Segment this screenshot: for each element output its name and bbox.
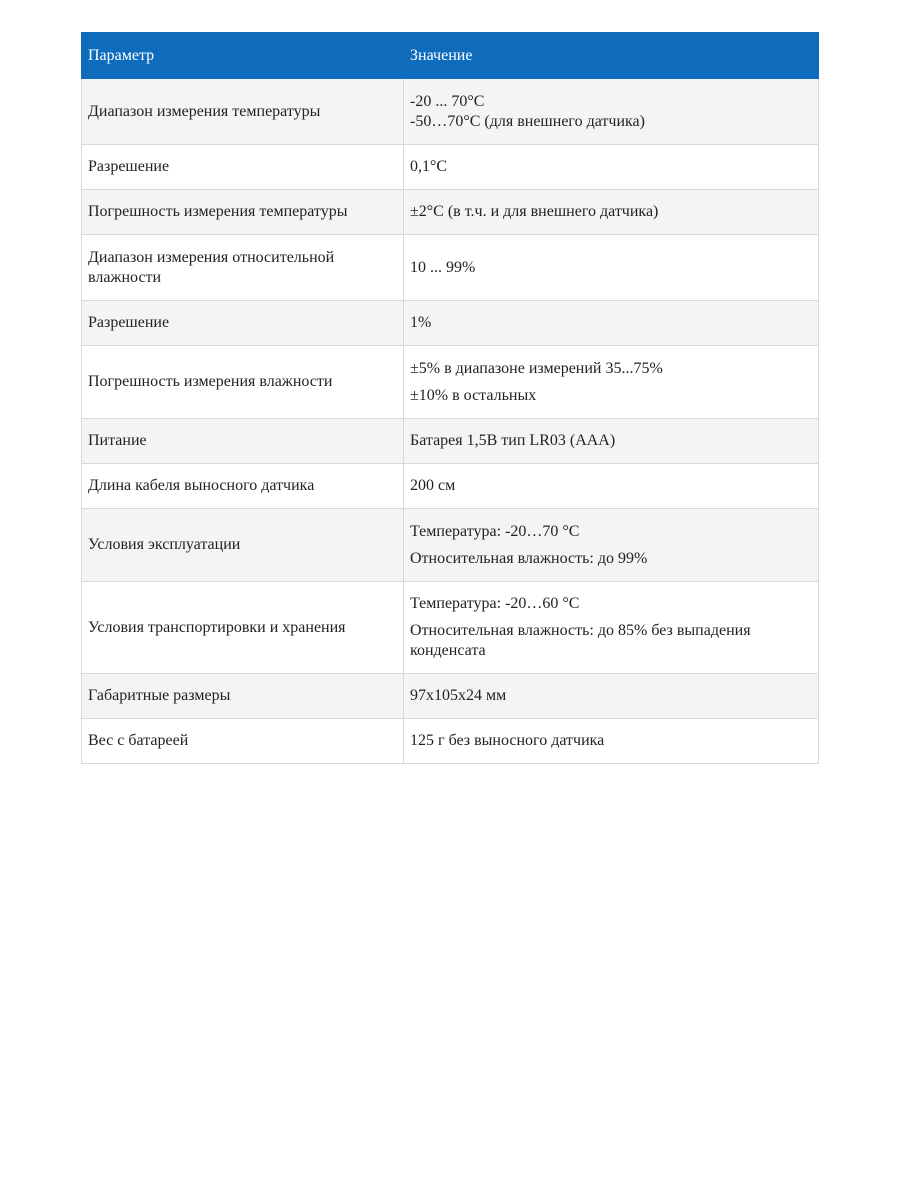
row-value: 10 ... 99% — [404, 235, 819, 301]
table-row — [82, 79, 819, 145]
table-row — [82, 419, 819, 464]
table-row — [82, 719, 819, 764]
row-value — [404, 346, 819, 419]
row-param: Вес с батареей — [82, 719, 404, 764]
row-param: Диапазон измерения относительной влажности — [82, 235, 404, 301]
row-value — [404, 79, 819, 145]
header-value: Значение — [404, 33, 819, 79]
row-param: Габаритные размеры — [82, 674, 404, 719]
value-line: -20 ... 70°C — [410, 92, 485, 110]
specifications-table — [81, 32, 819, 764]
table-row — [82, 674, 819, 719]
row-value: 0,1°C — [404, 145, 819, 190]
row-param: Длина кабеля выносного датчика — [82, 464, 404, 509]
row-value — [404, 582, 819, 674]
table-row — [82, 582, 819, 674]
value-line: ±10% в остальных — [410, 386, 537, 404]
row-param: Диапазон измерения температуры — [82, 79, 404, 145]
row-value: ±2°C (в т.ч. и для внешнего датчика) — [404, 190, 819, 235]
row-param: Разрешение — [82, 145, 404, 190]
row-value: 200 см — [404, 464, 819, 509]
row-value: 125 г без выносного датчика — [404, 719, 819, 764]
row-param: Питание — [82, 419, 404, 464]
table-row — [82, 301, 819, 346]
table-row — [82, 464, 819, 509]
value-line: Относительная влажность: до 85% без выпадения конденсата — [410, 622, 751, 659]
value-line: Температура: -20…70 °С — [410, 522, 580, 540]
table-row — [82, 509, 819, 582]
row-param: Погрешность измерения влажности — [82, 346, 404, 419]
value-line: -50…70°C (для внешнего датчика) — [410, 112, 645, 130]
header-param: Параметр — [82, 33, 404, 79]
row-value: Батарея 1,5В тип LR03 (ААА) — [404, 419, 819, 464]
row-param: Погрешность измерения температуры — [82, 190, 404, 235]
table-row — [82, 235, 819, 301]
row-value: 97х105х24 мм — [404, 674, 819, 719]
row-param: Разрешение — [82, 301, 404, 346]
table-row — [82, 346, 819, 419]
table-row — [82, 145, 819, 190]
value-line: Относительная влажность: до 99% — [410, 549, 648, 567]
table-row — [82, 190, 819, 235]
value-line: ±5% в диапазоне измерений 35...75% — [410, 359, 663, 377]
value-line: Температура: -20…60 °С — [410, 595, 580, 612]
row-value: 1% — [404, 301, 819, 346]
row-value — [404, 509, 819, 582]
row-param: Условия эксплуатации — [82, 509, 404, 582]
row-param: Условия транспортировки и хранения — [82, 582, 404, 674]
table-header-row — [82, 33, 819, 79]
